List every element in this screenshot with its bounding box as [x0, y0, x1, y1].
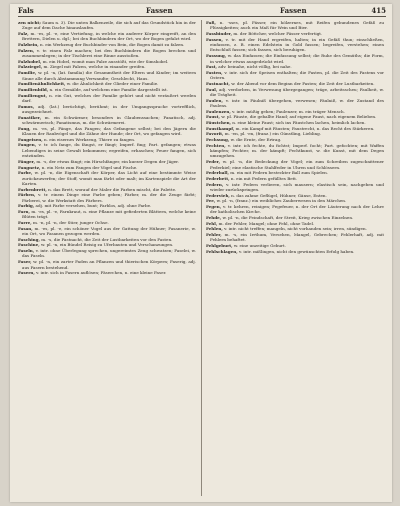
entry-headword: Farbig,	[18, 203, 35, 209]
entry-headword: Federbett,	[206, 175, 230, 181]
entry-headword: Falz,	[18, 31, 29, 37]
dictionary-entry	[206, 159, 384, 170]
dictionary-entry	[18, 20, 196, 31]
dictionary-entry	[206, 70, 384, 81]
page-number: 415	[371, 6, 386, 15]
dictionary-entry	[18, 70, 196, 81]
entry-definition: v. intr. sich in Fasern auflösen; Fäserchen, n. eine kleine Faser.	[36, 270, 167, 276]
running-header	[18, 6, 386, 20]
dictionary-entry	[18, 209, 196, 220]
entry-definition: n. das zahme Geflügel, Hühner, Gänse, Enten.	[231, 192, 327, 198]
entry-definition: v. intr. in Fäulniß übergehen, verwesen; Fäulniß, w. der Zustand des Faulens.	[210, 97, 384, 108]
entry-headword: Fassung,	[206, 53, 227, 59]
dictionary-entry	[206, 221, 384, 226]
entry-definition: Saum n. 3). Die unten Balkenzeile, die sich auf das Grundstück hin in der Zuge auf dem Dache hinauslaufen.	[22, 20, 196, 31]
entry-definition: w. pl. -n, ein Bündel Reisig zu Uferbauten und Verschanzungen.	[40, 242, 174, 248]
entry-definition: w. pl. -n, die Bedeckung der Vögel; ein zum Schreiben zugeschnittener Federkiel; eine elastische Stahlfeder in Uhren und Schlössern.	[210, 159, 384, 170]
entry-headword: Faß,	[206, 20, 216, 25]
entry-definition: w. pl. -n, (franz.) ein weibliches Zauberwesen in den Märchen.	[216, 198, 347, 204]
entry-definition: m. -en, pl. -en, (franz.) ein Günstling, Liebling.	[224, 131, 322, 137]
dictionary-entry	[206, 20, 384, 31]
dictionary-entry	[206, 131, 384, 136]
entry-headword: Federn,	[206, 181, 224, 187]
dictionary-entry	[206, 31, 384, 36]
entry-definition: m. -es, pl. -e, Farnkraut, n. eine Pflanze mit gefiederten Blättern, welche keine Blüten trägt.	[22, 208, 196, 220]
entry-definition: v. intr. Federn verlieren, sich mausern; elastisch sein, nachgeben und wieder zurückspringen.	[210, 181, 384, 192]
dictionary-entry	[18, 48, 196, 59]
entry-headword: Farbenbrett,	[18, 186, 47, 192]
entry-definition: m. -n, pl. -n, der Stier, junger Ochse.	[33, 220, 109, 226]
dictionary-entry	[18, 226, 196, 237]
entry-headword: Falzen,	[18, 47, 35, 53]
entry-definition: m. -s, der etwas fängt; ein Hirschfänger, ein kurzer Degen der Jäger.	[36, 158, 179, 164]
dictionary-entry	[18, 87, 196, 92]
entry-headword: Fäustchen,	[206, 120, 231, 126]
dictionary-entry	[206, 176, 384, 181]
entry-definition: n. das Brett, worauf der Maler die Farben mischt, die Palette.	[48, 186, 177, 192]
dictionary-entry	[206, 37, 384, 53]
dictionary-entry	[206, 126, 384, 131]
entry-headword: Fangen,	[18, 142, 37, 148]
entry-headword: Fast,	[206, 64, 217, 70]
entry-definition: v. intr. müßig gehen; Faulenzer, m. ein träger Mensch.	[232, 108, 345, 114]
column-divider	[201, 20, 202, 496]
entry-definition: m. -es, pl. -e, eine Vertiefung, in welche ein anderer Körper eingreift, an den Brettern, Dielen u. dgl.; bei den Buchbindern der Ort, wo der Bogen gefalzt wird.	[22, 31, 196, 42]
entry-headword: Familienähnlichkeit,	[18, 81, 66, 87]
entry-headword: Färben,	[18, 192, 36, 198]
entry-headword: Fechsung,	[206, 137, 230, 143]
entry-definition: w. pl. -n, (lat. familia) die Gesammtheit der Eltern und Kinder; im weitern Sinne alle durch Abstammung Verwandte; Geschlecht, Haus.	[22, 70, 196, 81]
dictionary-entry	[18, 126, 196, 137]
entry-headword: Fehlgeburt,	[206, 243, 233, 249]
entry-headword: Familiengut,	[18, 92, 48, 98]
dictionary-entry	[18, 237, 196, 242]
entry-definition: n. ein eisernes Werkzeug, Thiere zu fangen.	[43, 136, 136, 142]
entry-headword: Federball,	[206, 170, 229, 176]
dictionary-entry	[18, 165, 196, 170]
entry-headword: Fehler,	[206, 231, 222, 237]
entry-headword: Fasching,	[18, 236, 40, 242]
entry-definition: m. Ziegel mit Falzen, welche in einander greifen.	[43, 64, 146, 70]
dictionary-entry	[18, 187, 196, 192]
dictionary-entry	[18, 170, 196, 186]
entry-definition: n. ein Gemälde, auf welchem eine Familie dargestellt ist.	[49, 86, 168, 92]
dictionary-entry	[206, 87, 384, 98]
entry-definition: m. ein Hobel, womit man Falze ausstößt, wie der Simshobel.	[42, 58, 169, 64]
entry-definition: adj. verdorben, in Verwesung übergegangen; träge, arbeitsscheu; Faulheit, w. die Trägheit.	[210, 86, 384, 97]
entry-definition: adj. (lat.) berüchtigt, berühmt; in der Umgangssprache vortrefflich, ausgezeichnet.	[22, 103, 196, 114]
dictionary-entry	[206, 226, 384, 231]
dictionary-entry	[18, 142, 196, 158]
dictionary-entry	[206, 98, 384, 109]
dictionary-entry	[18, 248, 196, 259]
entry-definition: m. ein Kampf mit Fäusten; Faustrecht, n. das Recht des Stärkeren.	[235, 125, 375, 131]
entry-definition: m. -es, pl. Fänge, das Fangen; das Gefangene selbst; bei den Jägern die Klauen der Raubvögel und die Zähne der Hunde; der Ort, wo gefangen wird.	[22, 125, 196, 137]
entry-headword: Falzziegel,	[18, 64, 43, 70]
dictionary-entry	[206, 232, 384, 243]
entry-headword: Farn,	[18, 208, 30, 214]
entry-definition: v. tr. mit der Hand ergreifen, halten; in ein Gefäß thun; einschließen, einfassen, z. B. einen Edelstein in Gold fassen; begreifen, verstehen; einen Entschluß fassen; sich fassen, sich beruhigen.	[210, 36, 384, 53]
entry-definition: w. pl. -n, ein zarter Faden an Pflanzen und thierischen Körpern; Faserig, adj. aus Fasern bestehend.	[22, 259, 196, 270]
entry-headword: Falzbein,	[18, 42, 39, 48]
entry-headword: Fechten,	[206, 142, 226, 148]
entry-headword: Favorit,	[206, 131, 224, 137]
entry-definition: v. intr. nicht treffen; mangeln, nicht vorhanden sein; irren, sündigen.	[224, 226, 367, 232]
entry-headword: Feder,	[206, 159, 221, 165]
entry-headword: Fänger,	[18, 158, 36, 164]
entry-definition: w. pl. -n, die Eigenschaft der Körper, das Licht auf eine bestimmte Weise zurückzuwerfen; der Stoff, womit man färbt oder malt; im Kartenspiele die Art der Karten.	[22, 170, 196, 186]
entry-headword: Fee,	[206, 198, 216, 204]
entry-headword: Fehlschlagen,	[206, 248, 238, 254]
entry-definition: w. die Ähnlichkeit der Glieder einer Familie.	[66, 81, 159, 87]
entry-definition: w. das Einfassen; die Einfassung selbst; die Ruhe des Gemüths; die Form, in welcher etwas ausgedrückt wird.	[210, 53, 384, 64]
entry-definition: v. tr. einen Falz machen; bei den Buchbindern die Bogen brechen und zusammenlegen; in der Tischlerei eine Rinne ausstoßen.	[22, 47, 196, 59]
entry-definition: m. der Fehler, Mangel; ohne Fehl, ohne Tadel.	[218, 220, 315, 226]
entry-definition: w. die Ernte, der Ertrag.	[230, 137, 282, 143]
entry-definition: m. -s, ein Irrthum, Versehen, Mangel, Gebrechen; Fehlerhaft, adj. mit Fehlern behaftet.	[210, 231, 384, 243]
dictionary-entry	[206, 249, 384, 254]
entry-headword: Falzhobel,	[18, 58, 42, 64]
dictionary-entry	[206, 120, 384, 125]
entry-headword: zen nicht;	[18, 20, 41, 25]
entry-definition: w. pl. -n, die Feindschaft, der Streit, Krieg zwischen Einzelnen.	[222, 214, 354, 220]
entry-definition: v. tr. kehren, reinigen; Fegefeuer, n. der Ort der Läuterung nach der Lehre der katholischen Kirche.	[210, 203, 384, 215]
dictionary-entry	[18, 64, 196, 69]
entry-headword: Faul,	[206, 86, 218, 92]
right-column	[206, 20, 384, 498]
dictionary-entry	[18, 42, 196, 47]
entry-headword: Fegen,	[206, 203, 222, 209]
entry-definition: m. ein mit Federn besteckter Ball zum Spielen.	[230, 170, 329, 176]
entry-headword: Fasten,	[206, 69, 223, 75]
dictionary-entry	[206, 198, 384, 203]
entry-headword: Fassbinder,	[206, 31, 233, 37]
dictionary-entry	[18, 259, 196, 270]
dictionary-entry	[206, 64, 384, 69]
dictionary-entry	[18, 203, 196, 208]
dictionary-page	[10, 4, 392, 502]
entry-definition: m. ein Schwärmer, besonders in Glaubenssachen; Fanatisch, adj. schwärmerisch; Fanatismus, m. die Schwärmerei.	[22, 114, 196, 126]
entry-definition: w. pl. Fäuste, die geballte Hand; auf eigene Faust, nach eigenem Belieben.	[221, 114, 377, 120]
dictionary-entry	[18, 104, 196, 115]
dictionary-entry	[18, 93, 196, 104]
dictionary-entry	[206, 182, 384, 193]
dictionary-entry	[206, 81, 384, 86]
entry-headword: Famos,	[18, 103, 35, 109]
entry-headword: Farre,	[18, 220, 32, 226]
dictionary-entry	[206, 215, 384, 220]
dictionary-entry	[206, 170, 384, 175]
dictionary-entry	[206, 109, 384, 114]
entry-definition: w. eine unzeitige Geburt.	[233, 243, 286, 249]
header-rule	[18, 16, 386, 17]
dictionary-entry	[206, 143, 384, 159]
entry-headword: Federvieh,	[206, 192, 230, 198]
dictionary-entry	[206, 243, 384, 248]
header-left-word: Fals	[18, 6, 34, 15]
entry-definition: n. ein mit Federn gefülltes Bett.	[230, 175, 298, 181]
entry-definition: m. -s, die Fastnacht, die Zeit der Lustbarkeiten vor den Fasten.	[41, 236, 173, 242]
dictionary-entry	[18, 242, 196, 247]
dictionary-entry	[18, 115, 196, 126]
dictionary-entry	[18, 137, 196, 142]
entry-headword: Fastnacht,	[206, 80, 230, 86]
entry-headword: Farbe,	[18, 170, 33, 176]
dictionary-entry	[206, 193, 384, 198]
entry-definition: v. tr. ich fange, du fängst, er fängt; Imperf. fing; Part. gefangen; etwas Lebendiges in seine Gewalt bekommen; ergreifen, erhaschen; Feuer fangen, sich entzünden.	[22, 142, 196, 159]
entry-headword: Fang,	[18, 125, 31, 131]
entry-definition: v. intr. ohne Überlegung sprechen, ungereimtes Zeug schwatzen; Faselei, w. das Faseln.	[22, 248, 196, 259]
entry-headword: Faschine,	[18, 242, 40, 248]
entry-headword: Familie,	[18, 70, 37, 76]
entry-definition: n. -sses, pl. Fässer, ein hölzernes, mit Reifen gebundenes Gefäß zu Flüssigkeiten; auch ein Maß für Wein und Bier.	[210, 20, 384, 31]
entry-headword: Fehde,	[206, 214, 222, 220]
entry-definition: n. eine kleine Faust; sich ins Fäustchen lachen, heimlich lachen.	[232, 120, 366, 126]
dictionary-entry	[206, 204, 384, 215]
dictionary-entry	[206, 137, 384, 142]
entry-headword: Faust,	[206, 114, 220, 120]
entry-headword: Faseln,	[18, 248, 35, 254]
entry-headword: Fehl,	[206, 220, 218, 226]
entry-headword: Fasern,	[18, 270, 35, 276]
dictionary-entry	[206, 53, 384, 64]
entry-headword: Fangeisen,	[18, 136, 43, 142]
left-column	[18, 20, 196, 498]
entry-definition: v. intr. sich der Speisen enthalten; die Fasten, pl. die Zeit des Fastens vor Ostern.	[210, 69, 384, 81]
entry-headword: Faser,	[18, 259, 32, 265]
dictionary-entry	[18, 81, 196, 86]
entry-definition: adj. mit Farbe versehen, bunt; Farblos, adj. ohne Farbe.	[35, 203, 152, 209]
dictionary-entry	[206, 114, 384, 119]
dictionary-entry	[18, 192, 196, 203]
entry-definition: v. tr. einem Dinge eine Farbe geben; Färber, m. der die Zeuge färbt; Färberei, w. die Werkstatt des Färbers.	[22, 192, 196, 203]
entry-definition: v. intr. mißlingen, nicht den gewünschten Erfolg haben.	[238, 248, 355, 254]
entry-definition: adv. beinahe, nicht völlig, bei nahe.	[218, 64, 292, 70]
entry-definition: n. ein Netz zum Fangen der Vögel und Fische.	[41, 164, 138, 170]
entry-headword: Fassen,	[206, 36, 223, 42]
entry-headword: Fehlen,	[206, 226, 223, 232]
entry-headword: Faustkampf,	[206, 125, 235, 131]
entry-definition: w. der Abend vor dem Beginn der Fasten; die Zeit der Lustbarkeiten.	[231, 80, 375, 86]
entry-headword: Fasan,	[18, 225, 33, 231]
entry-headword: Familienbild,	[18, 86, 49, 92]
entry-definition: m. der Böttcher, welcher Fässer verfertigt.	[233, 31, 323, 37]
entry-definition: n. ein Gut, welches der Familie gehört und nicht veräußert werden darf.	[22, 92, 196, 103]
dictionary-entry	[18, 270, 196, 275]
entry-definition: m. -es, pl. -e, ein schöner Vogel aus der Gattung der Hühner; Fasanerie, w. ein Ort, wo Fasanen gezogen werden.	[22, 225, 196, 237]
dictionary-entry	[18, 220, 196, 225]
entry-headword: Faulenzen,	[206, 108, 231, 114]
entry-headword: Fanatiker,	[18, 114, 42, 120]
entry-definition: v. intr. ich fechte, du fichtst; Imperf. focht; Part. gefochten; mit Waffen kämpfen; Fechter, m. der kämpft; Fechtkunst, w. die Kunst, mit dem Degen umzugehen.	[210, 142, 384, 159]
dictionary-entry	[18, 31, 196, 42]
entry-definition: n. ein Werkzeug der Buchbinder von Bein, die Bogen damit zu falzen.	[39, 42, 185, 48]
dictionary-entry	[18, 159, 196, 164]
dictionary-entry	[18, 59, 196, 64]
entry-headword: Faulen,	[206, 97, 223, 103]
entry-headword: Fangnetz,	[18, 164, 41, 170]
header-center-left-word: Fassen	[146, 6, 173, 15]
header-center-right-word: Fassen	[280, 6, 307, 15]
